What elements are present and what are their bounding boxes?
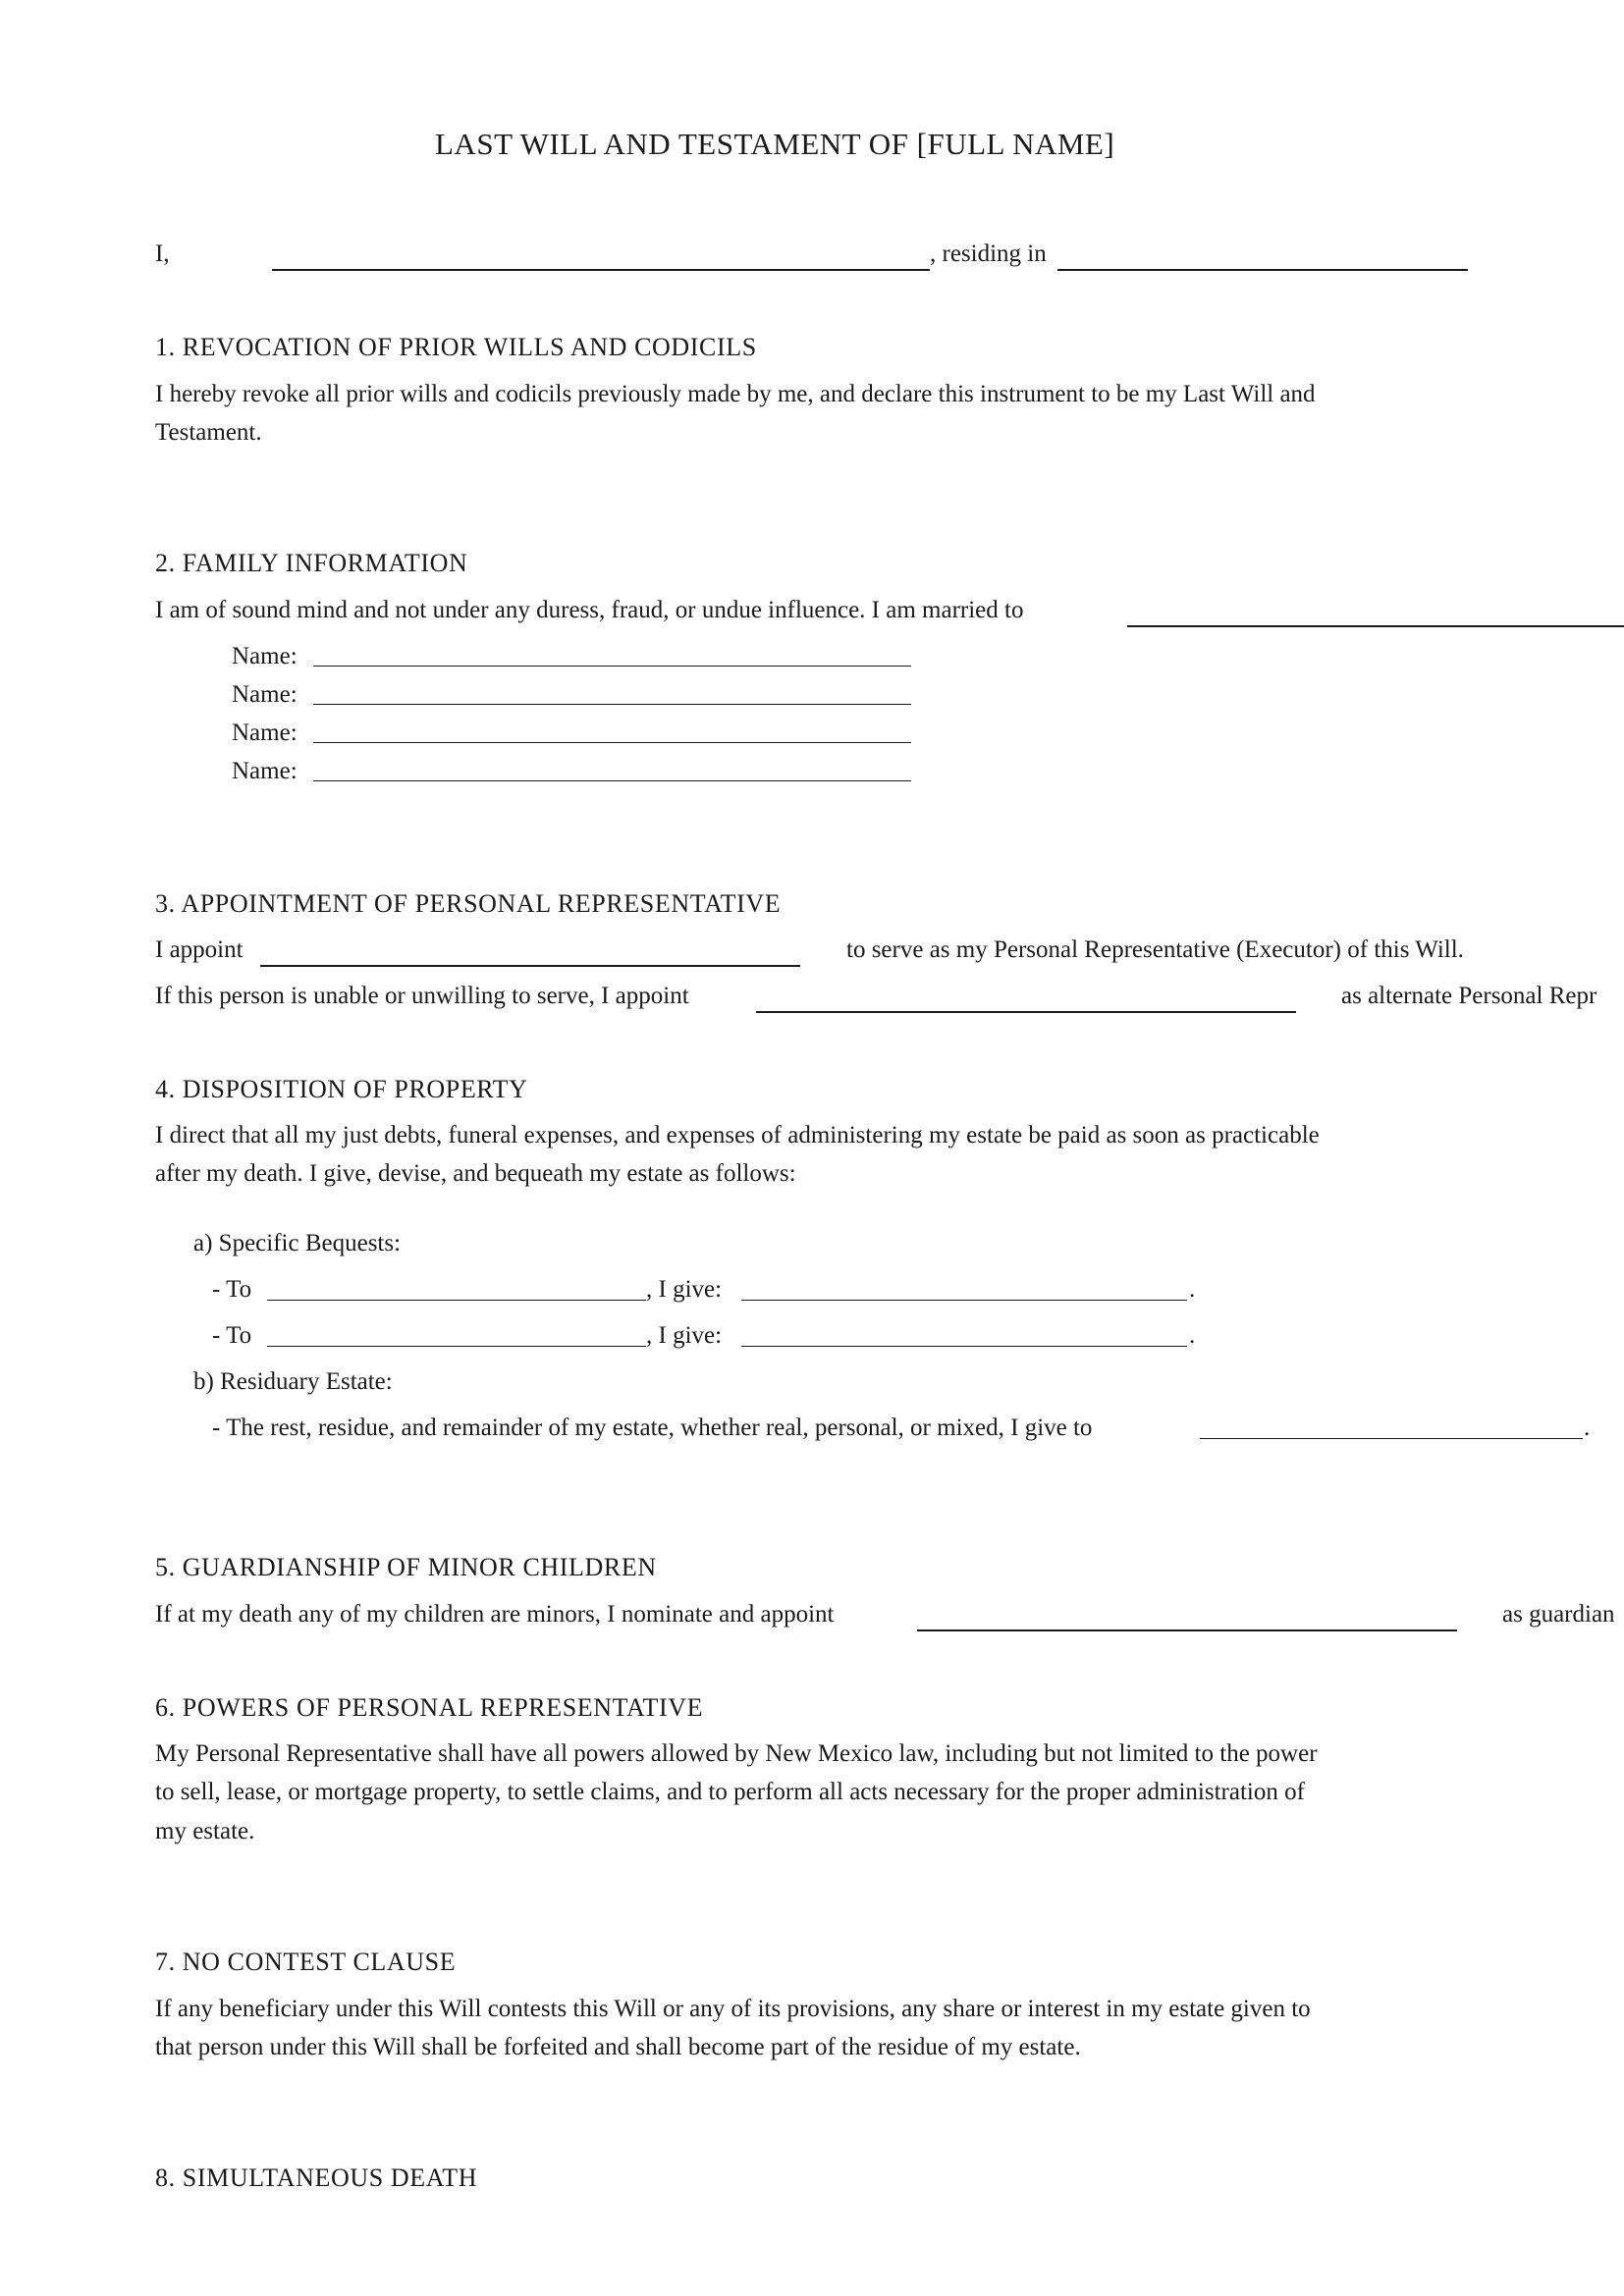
bequest-to-label: - To: [212, 1276, 252, 1303]
intro-residing-label: , residing in: [930, 240, 1047, 267]
section-6-heading: 6. POWERS OF PERSONAL REPRESENTATIVE: [155, 1693, 704, 1722]
section-4-heading: 4. DISPOSITION OF PROPERTY: [155, 1075, 528, 1103]
bequest-end-dot: .: [1189, 1322, 1196, 1349]
residuary-estate-text: - The rest, residue, and remainder of my estate, whether real, personal, or mixed, I give to: [212, 1415, 1093, 1441]
full-name-field[interactable]: [272, 269, 930, 271]
section-7-heading: 7. NO CONTEST CLAUSE: [155, 1948, 457, 1976]
spouse-name-field[interactable]: [1127, 625, 1624, 627]
section-6-text-line3: my estate.: [155, 1818, 255, 1844]
section-6-text-line1: My Personal Representative shall have all powers allowed by New Mexico law, including but not limited to the power: [155, 1740, 1318, 1767]
appoint-prefix: I appoint: [155, 936, 244, 963]
section-8-heading: 8. SIMULTANEOUS DEATH: [155, 2163, 478, 2192]
section-6-text-line2: to sell, lease, or mortgage property, to settle claims, and to perform all acts necessary for the proper administration of: [155, 1779, 1305, 1805]
guardian-suffix: as guardian: [1502, 1601, 1615, 1628]
residuary-beneficiary-field[interactable]: [1200, 1438, 1583, 1439]
section-1-heading: 1. REVOCATION OF PRIOR WILLS AND CODICILS: [155, 333, 757, 361]
document-title: LAST WILL AND TESTAMENT OF [FULL NAME]: [435, 127, 1115, 161]
section-1-text-line1: I hereby revoke all prior wills and codicils previously made by me, and declare this instrument to be my Last Will and: [155, 381, 1316, 407]
bequest-give-label: , I give:: [646, 1276, 723, 1303]
guardian-name-field[interactable]: [917, 1629, 1457, 1631]
guardian-prefix: If at my death any of my children are minors, I nominate and appoint: [155, 1601, 835, 1628]
child-name-field-1[interactable]: [313, 666, 911, 667]
section-7-text-line2: that person under this Will shall be forfeited and shall become part of the residue of my estate.: [155, 2034, 1081, 2060]
bequest-end-dot: .: [1189, 1276, 1196, 1303]
section-3-heading: 3. APPOINTMENT OF PERSONAL REPRESENTATIVE: [155, 889, 782, 918]
residuary-estate-label: b) Residuary Estate:: [193, 1368, 393, 1395]
child-name-label: Name:: [232, 643, 298, 669]
bequest-1-item-field[interactable]: [741, 1300, 1187, 1301]
bequest-2-item-field[interactable]: [741, 1346, 1187, 1347]
bequest-to-label: - To: [212, 1322, 252, 1349]
child-name-field-3[interactable]: [313, 742, 911, 743]
section-2-text-line1: I am of sound mind and not under any duress, fraud, or undue influence. I am married to: [155, 597, 1024, 623]
child-name-field-2[interactable]: [313, 704, 911, 705]
child-name-field-4[interactable]: [313, 780, 911, 781]
section-1-text-line2: Testament.: [155, 419, 262, 446]
alternate-suffix: as alternate Personal Repr: [1341, 983, 1597, 1009]
alternate-representative-field[interactable]: [756, 1011, 1296, 1013]
section-4-text-line2: after my death. I give, devise, and bequeath my estate as follows:: [155, 1160, 796, 1187]
section-4-text-line1: I direct that all my just debts, funeral expenses, and expenses of administering my estate be paid as soon as practicable: [155, 1122, 1320, 1148]
section-7-text-line1: If any beneficiary under this Will contests this Will or any of its provisions, any share or interest in my estate given to: [155, 1996, 1311, 2022]
intro-prefix: I,: [155, 240, 170, 267]
section-2-heading: 2. FAMILY INFORMATION: [155, 549, 468, 577]
child-name-label: Name:: [232, 720, 298, 746]
section-5-heading: 5. GUARDIANSHIP OF MINOR CHILDREN: [155, 1553, 657, 1581]
child-name-label: Name:: [232, 681, 298, 708]
residence-field[interactable]: [1057, 269, 1468, 271]
appoint-suffix: to serve as my Personal Representative (Executor) of this Will.: [846, 936, 1464, 963]
bequest-2-beneficiary-field[interactable]: [267, 1346, 646, 1347]
bequest-1-beneficiary-field[interactable]: [267, 1300, 646, 1301]
bequest-give-label: , I give:: [646, 1322, 723, 1349]
specific-bequests-label: a) Specific Bequests:: [193, 1230, 402, 1256]
child-name-label: Name:: [232, 758, 298, 784]
personal-representative-field[interactable]: [260, 965, 800, 967]
alternate-prefix: If this person is unable or unwilling to serve, I appoint: [155, 983, 689, 1009]
residuary-end-dot: .: [1584, 1415, 1591, 1441]
